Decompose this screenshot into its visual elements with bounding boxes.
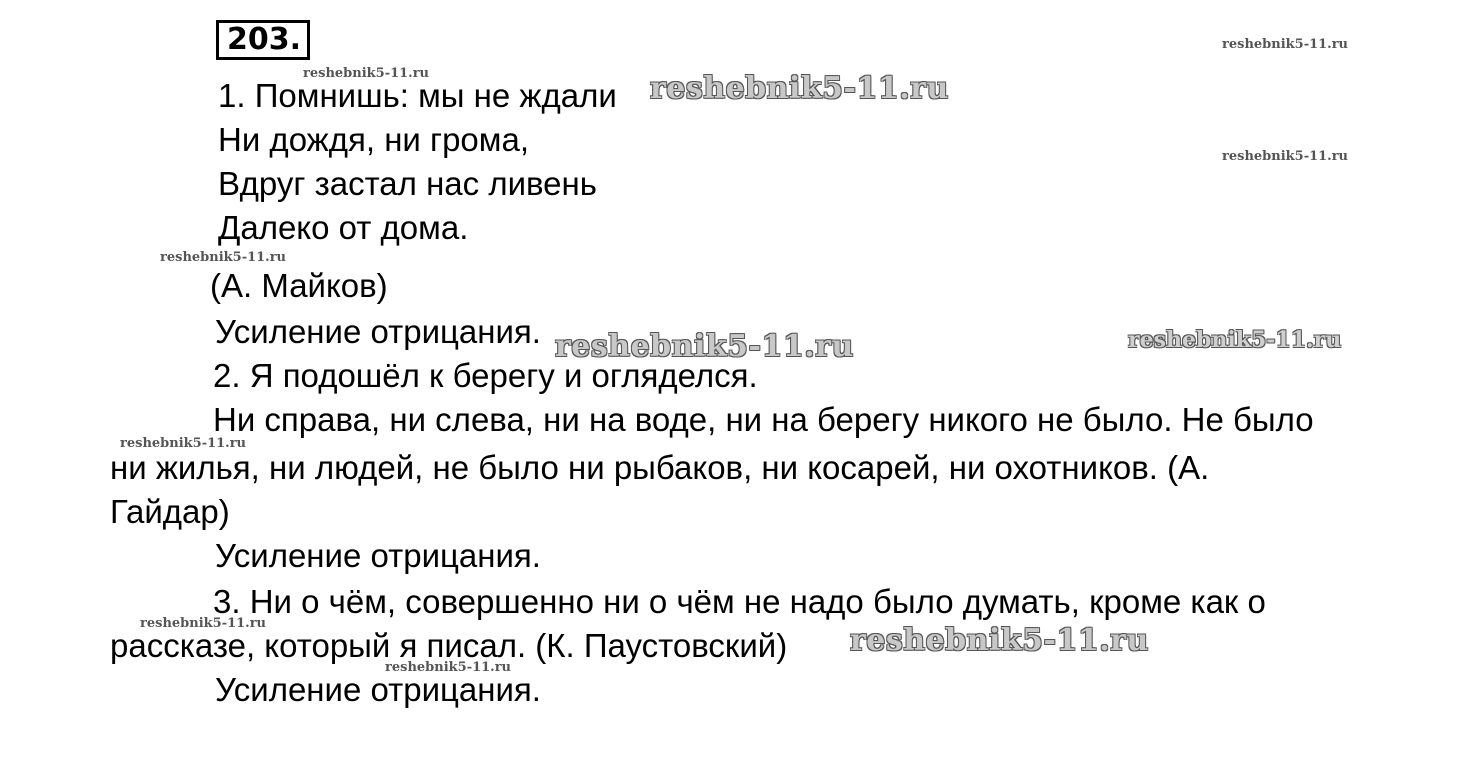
text-line-4: Далеко от дома. [218, 209, 469, 246]
watermark-text: reshebnik5-11.ru [650, 71, 949, 106]
exercise-number: 203. [227, 22, 302, 57]
text-line-6: Усиление отрицания. [215, 313, 541, 350]
text-line-3: Вдруг застал нас ливень [218, 165, 597, 202]
watermark-text: reshebnik5-11.ru [140, 616, 267, 631]
watermark-text: reshebnik5-11.ru [555, 329, 854, 364]
text-line-13: рассказе, который я писал. (К. Паустовский) [110, 627, 788, 664]
watermark-text: reshebnik5-11.ru [1222, 149, 1349, 164]
watermark-text: reshebnik5-11.ru [850, 623, 1149, 658]
watermark-text: reshebnik5-11.ru [1222, 37, 1349, 52]
text-line-14: Усиление отрицания. [215, 671, 541, 708]
text-line-2: Ни дождя, ни грома, [218, 121, 529, 158]
text-line-11: Усиление отрицания. [215, 537, 541, 574]
text-line-5: (А. Майков) [210, 267, 388, 304]
watermark-text: reshebnik5-11.ru [1128, 327, 1342, 353]
text-line-12: 3. Ни о чём, совершенно ни о чём не надо было думать, кроме как о [213, 583, 1266, 620]
watermark-text: reshebnik5-11.ru [120, 436, 247, 451]
watermark-text: reshebnik5-11.ru [385, 660, 512, 675]
exercise-number-box [216, 20, 310, 60]
watermark-text: reshebnik5-11.ru [160, 250, 287, 265]
text-line-8: Ни справа, ни слева, ни на воде, ни на берегу никого не было. Не было [213, 401, 1314, 438]
text-line-1: 1. Помнишь: мы не ждали [218, 77, 617, 114]
text-line-10: Гайдар) [110, 493, 230, 530]
text-line-7: 2. Я подошёл к берегу и огляделся. [213, 357, 758, 394]
text-line-9: ни жилья, ни людей, не было ни рыбаков, ни косарей, ни охотников. (А. [110, 449, 1210, 486]
watermark-text: reshebnik5-11.ru [303, 66, 430, 81]
